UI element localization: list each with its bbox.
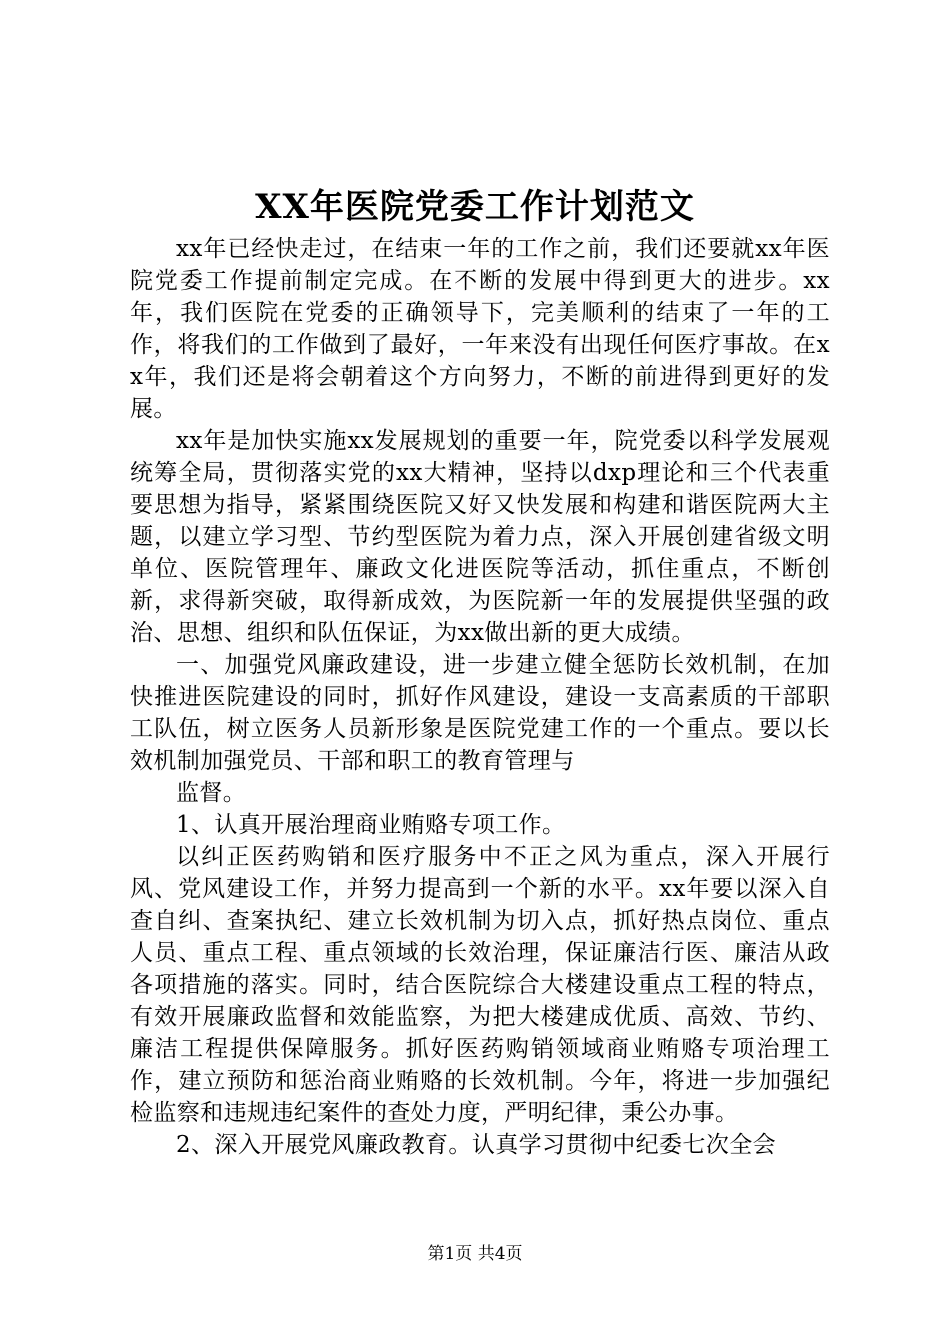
- paragraph-intro: xx年已经快走过，在结束一年的工作之前，我们还要就xx年医院党委工作提前制定完成。在不断的发展中得到更大的进步。xx年，我们医院在党委的正确领导下，完美顺利的结束了一年的工作，将我们的工作做到了最好，一年来没有出现任何医疗事故。在xx年，我们还是将会朝着这个方向努力，不断的前进得到更好的发展。: [130, 236, 830, 422]
- document-body: [130, 233, 830, 1161]
- paragraph-section-one: 一、加强党风廉政建设，进一步建立健全惩防长效机制，在加快推进医院建设的同时，抓好作风建设，建设一支高素质的干部职工队伍，树立医务人员新形象是医院党建工作的一个重点。要以长效机制加强党员、干部和职工的教育管理与: [130, 652, 830, 774]
- paragraph-section-one-cont: 监督。: [176, 780, 247, 806]
- paragraph-item-1-heading: 1、认真开展治理商业贿赂专项工作。: [176, 812, 566, 838]
- paragraph-item-2: 2、深入开展党风廉政教育。认真学习贯彻中纪委七次全会: [176, 1132, 777, 1158]
- document-title: XX年医院党委工作计划范文: [255, 187, 695, 227]
- page-number-footer: 第1页 共4页: [427, 1244, 523, 1264]
- paragraph-overview: xx年是加快实施xx发展规划的重要一年，院党委以科学发展观统筹全局，贯彻落实党的xx大精神，坚持以dxp理论和三个代表重要思想为指导，紧紧围绕医院又好又快发展和构建和谐医院两大主题，以建立学习型、节约型医院为着力点，深入开展创建省级文明单位、医院管理年、廉政文化进医院等活动，抓住重点，不断创新，求得新突破，取得新成效，为医院新一年的发展提供坚强的政治、思想、组织和队伍保证，为xx做出新的更大成绩。: [130, 428, 830, 646]
- paragraph-item-1-body: 以纠正医药购销和医疗服务中不正之风为重点，深入开展行风、党风建设工作，并努力提高到一个新的水平。xx年要以深入自查自纠、查案执纪、建立长效机制为切入点，抓好热点岗位、重点人员、重点工程、重点领域的长效治理，保证廉洁行医、廉洁从政各项措施的落实。同时，结合医院综合大楼建设重点工程的特点，有效开展廉政监督和效能监察，为把大楼建成优质、高效、节约、廉洁工程提供保障服务。抓好医药购销领域商业贿赂专项治理工作，建立预防和惩治商业贿赂的长效机制。今年，将进一步加强纪检监察和违规违纪案件的查处力度，严明纪律，秉公办事。: [130, 844, 830, 1126]
